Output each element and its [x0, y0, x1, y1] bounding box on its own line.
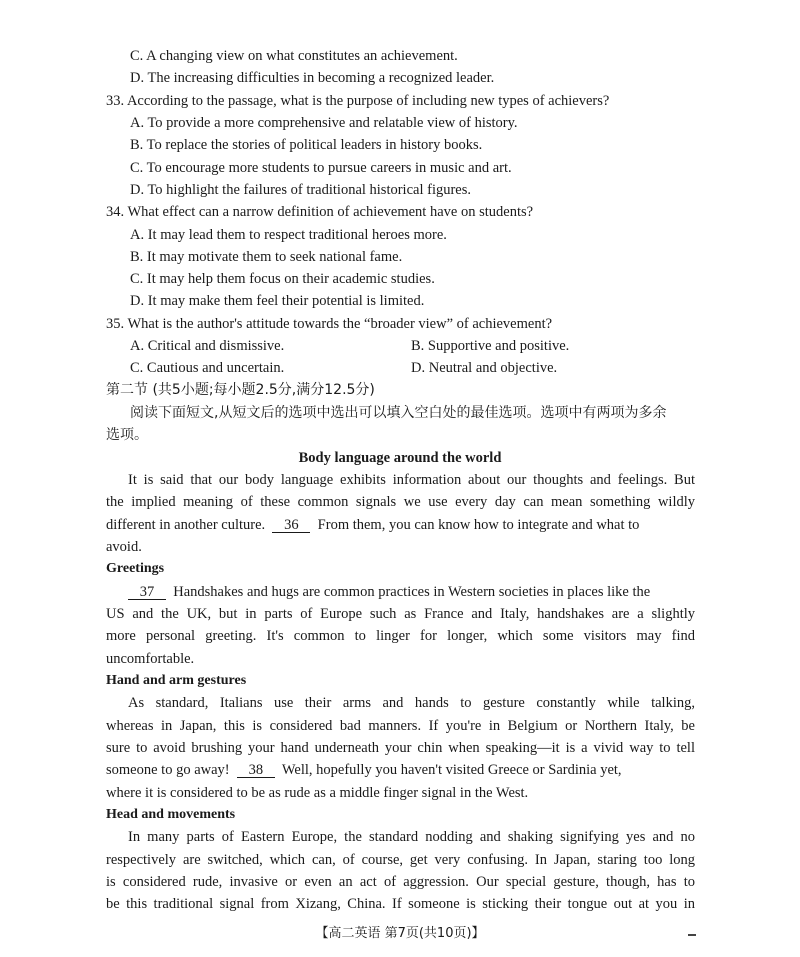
page-footer: 【高二英语 第7页(共10页)】 — [315, 926, 485, 941]
section-heading-head-movements: Head and movements — [106, 807, 236, 822]
passage-text: Handshakes and hugs are common practices in Western societies in places like the — [173, 584, 651, 600]
passage-line — [106, 761, 622, 779]
passage-line — [128, 583, 650, 601]
q32-option-d: D. The increasing difficulties in becoming a recognized leader. — [130, 70, 495, 86]
passage-line: more personal greeting. It's common to linger for longer, which some visitors may find — [106, 628, 695, 644]
passage-line: avoid. — [106, 539, 142, 555]
q33-option-a: A. To provide a more comprehensive and relatable view of history. — [130, 115, 518, 131]
q35-stem: 35. What is the author's attitude towards the “broader view” of achievement? — [106, 316, 553, 332]
section-heading-hand-gestures: Hand and arm gestures — [106, 673, 247, 688]
passage-line: sure to avoid brushing your hand underneath your chin when speaking—it is a vivid way to tell — [106, 740, 695, 756]
section2-header: 第二节 (共5小题;每小题2.5分,满分12.5分) — [106, 382, 375, 398]
blank-38[interactable]: 38 — [237, 763, 275, 778]
passage-text: Well, hopefully you haven't visited Greece or Sardinia yet, — [281, 762, 622, 778]
q34-option-b: B. It may motivate them to seek national fame. — [130, 249, 403, 265]
q35-option-d: D. Neutral and objective. — [411, 360, 558, 376]
passage-line: where it is considered to be as rude as a middle finger signal in the West. — [106, 785, 529, 801]
passage-line: whereas in Japan, this is considered bad manners. If you're in Belgium or Northern Italy, be — [106, 718, 695, 734]
q33-stem: 33. According to the passage, what is the purpose of including new types of achievers? — [106, 93, 610, 109]
passage-line: respectively are switched, which can, of course, get very confusing. In Japan, staring too long — [106, 852, 695, 868]
blank-37[interactable]: 37 — [128, 585, 166, 600]
passage-title: Body language around the world — [298, 450, 502, 466]
scan-mark — [688, 934, 696, 936]
passage-line: As standard, Italians use their arms and hands to gesture constantly while talking, — [128, 695, 695, 711]
q33-option-d: D. To highlight the failures of traditional historical figures. — [130, 182, 472, 198]
passage-text: From them, you can know how to integrate and what to — [317, 517, 640, 533]
passage-text: different in another culture. — [106, 517, 266, 533]
q33-option-c: C. To encourage more students to pursue careers in music and art. — [130, 160, 512, 176]
q35-option-b: B. Supportive and positive. — [411, 338, 570, 354]
passage-line: is considered rude, invasive or even an act of aggression. Our special gesture, though, has to — [106, 874, 695, 890]
section2-instructions: 阅读下面短文,从短文后的选项中选出可以填入空白处的最佳选项。选项中有两项为多余 — [130, 405, 667, 421]
blank-36[interactable]: 36 — [272, 518, 310, 533]
q34-option-a: A. It may lead them to respect traditional heroes more. — [130, 227, 447, 243]
q32-option-c: C. A changing view on what constitutes an achievement. — [130, 48, 458, 64]
q35-option-a: A. Critical and dismissive. — [130, 338, 285, 354]
passage-line: It is said that our body language exhibits information about our thoughts and feelings. But — [128, 472, 695, 488]
section-heading-greetings: Greetings — [106, 561, 165, 576]
q34-option-c: C. It may help them focus on their academic studies. — [130, 271, 435, 287]
passage-line: US and the UK, but in parts of Europe such as France and Italy, handshakes are a slightly — [106, 606, 695, 622]
passage-line: In many parts of Eastern Europe, the standard nodding and shaking signifying yes and no — [128, 829, 695, 845]
passage-line — [106, 516, 639, 534]
passage-line: uncomfortable. — [106, 651, 195, 667]
q34-stem: 34. What effect can a narrow definition of achievement have on students? — [106, 204, 534, 220]
passage-line: the implied meaning of these common signals we use every day can mean something wildly — [106, 494, 695, 510]
passage-line: be this traditional signal from Xizang, China. If someone is sticking their tongue out at you in — [106, 896, 695, 912]
q35-option-c: C. Cautious and uncertain. — [130, 360, 285, 376]
q33-option-b: B. To replace the stories of political leaders in history books. — [130, 137, 483, 153]
q34-option-d: D. It may make them feel their potential is limited. — [130, 293, 425, 309]
passage-text: someone to go away! — [106, 762, 230, 778]
section2-instructions-cont: 选项。 — [106, 427, 148, 443]
